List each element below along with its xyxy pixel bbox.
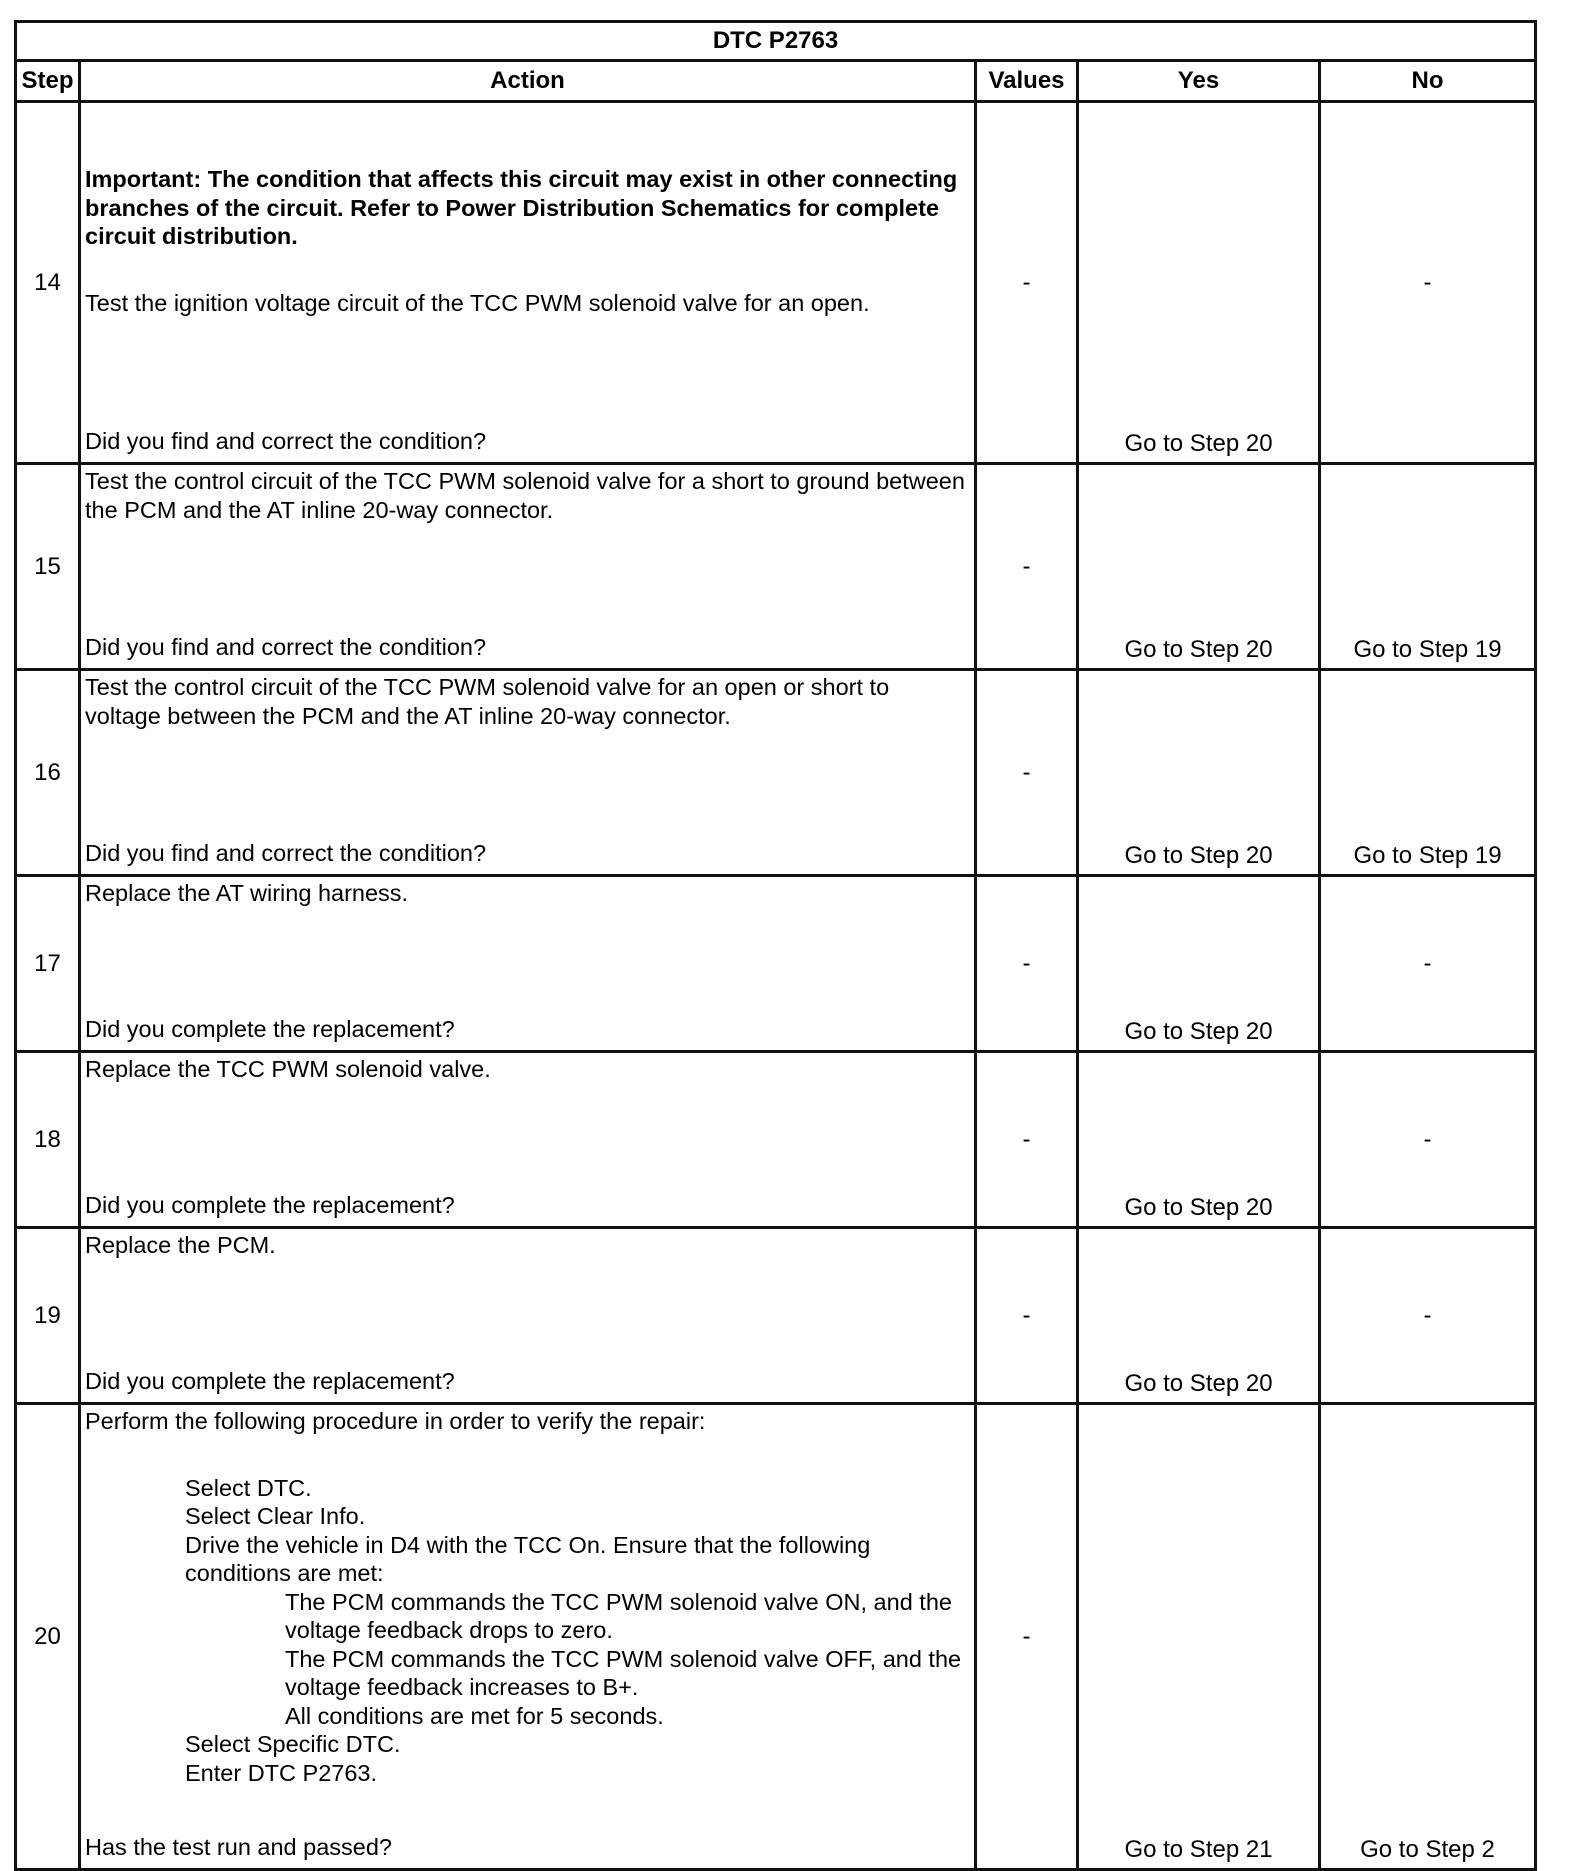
action-text: Test the control circuit of the TCC PWM solenoid valve for an open or short to voltage between the PCM and the AT inline 20-way connector. [85,674,890,729]
header-action: Action [80,61,976,102]
procedure-list [85,1474,970,1788]
no-cell: - [1320,1228,1536,1404]
important-note: Important: The condition that affects this circuit may exist in other connecting branches of the circuit. Refer to Power Distribution Schematics for complete circuit distribution. [85,166,958,249]
action-text: Replace the PCM. [85,1232,276,1258]
action-cell [80,1404,976,1870]
yes-cell: Go to Step 20 [1078,1228,1320,1404]
no-cell: Go to Step 19 [1320,464,1536,670]
action-text: Replace the AT wiring harness. [85,880,409,906]
step-number: 16 [16,670,80,876]
action-question: Did you find and correct the condition? [85,633,487,660]
step-number: 15 [16,464,80,670]
header-values: Values [976,61,1078,102]
table-row-step-15 [16,464,1536,670]
procedure-item: Enter DTC P2763. [185,1759,378,1786]
values-cell: - [976,1404,1078,1870]
header-no: No [1320,61,1536,102]
values-cell: - [976,102,1078,464]
values-cell: - [976,1052,1078,1228]
action-question: Did you find and correct the condition? [85,839,487,866]
table-row-step-17 [16,876,1536,1052]
action-cell [80,1228,976,1404]
yes-cell: Go to Step 20 [1078,1052,1320,1228]
action-text: Replace the TCC PWM solenoid valve. [85,1056,491,1082]
yes-cell: Go to Step 20 [1078,464,1320,670]
table-row-step-16 [16,670,1536,876]
values-cell: - [976,1228,1078,1404]
step-number: 19 [16,1228,80,1404]
no-cell: - [1320,102,1536,464]
values-cell: - [976,670,1078,876]
action-question: Has the test run and passed? [85,1833,393,1860]
action-cell [80,670,976,876]
action-cell [80,464,976,670]
action-cell [80,102,976,464]
table-row-step-14 [16,102,1536,464]
table-row-step-18 [16,1052,1536,1228]
diagnostic-table [14,20,1537,1871]
table-row-step-20 [16,1404,1536,1870]
action-question: Did you find and correct the condition? [85,427,487,454]
yes-cell: Go to Step 21 [1078,1404,1320,1870]
procedure-subitem: The PCM commands the TCC PWM solenoid valve OFF, and the voltage feedback increases to B+. [285,1645,962,1700]
procedure-subitem: The PCM commands the TCC PWM solenoid valve ON, and the voltage feedback drops to zero. [285,1588,952,1643]
header-yes: Yes [1078,61,1320,102]
values-cell: - [976,464,1078,670]
procedure-item: Select Clear Info. [185,1503,366,1529]
procedure-subitem: All conditions are met for 5 seconds. [285,1702,664,1729]
table-title: DTC P2763 [16,22,1536,61]
action-text: Test the control circuit of the TCC PWM solenoid valve for a short to ground between the PCM and the AT inline 20-way connector. [85,468,965,523]
action-text: Test the ignition voltage circuit of the TCC PWM solenoid valve for an open. [85,289,870,316]
action-text: Perform the following procedure in order to verify the repair: [85,1408,706,1434]
no-cell: - [1320,876,1536,1052]
values-cell: - [976,876,1078,1052]
action-cell [80,876,976,1052]
step-number: 14 [16,102,80,464]
no-cell: Go to Step 19 [1320,670,1536,876]
yes-cell: Go to Step 20 [1078,876,1320,1052]
header-row [16,61,1536,102]
action-question: Did you complete the replacement? [85,1191,455,1218]
action-cell [80,1052,976,1228]
no-cell: - [1320,1052,1536,1228]
action-question: Did you complete the replacement? [85,1015,455,1042]
procedure-item: Select DTC. [185,1474,312,1501]
yes-cell: Go to Step 20 [1078,102,1320,464]
action-question: Did you complete the replacement? [85,1367,455,1394]
table-row-step-19 [16,1228,1536,1404]
step-number: 18 [16,1052,80,1228]
diagnostic-table-sheet [14,20,1534,1871]
procedure-item: Drive the vehicle in D4 with the TCC On. Ensure that the following conditions are met: [185,1531,871,1586]
yes-cell: Go to Step 20 [1078,670,1320,876]
step-number: 20 [16,1404,80,1870]
no-cell: Go to Step 2 [1320,1404,1536,1870]
header-step: Step [16,61,80,102]
procedure-item: Select Specific DTC. [185,1731,401,1757]
step-number: 17 [16,876,80,1052]
